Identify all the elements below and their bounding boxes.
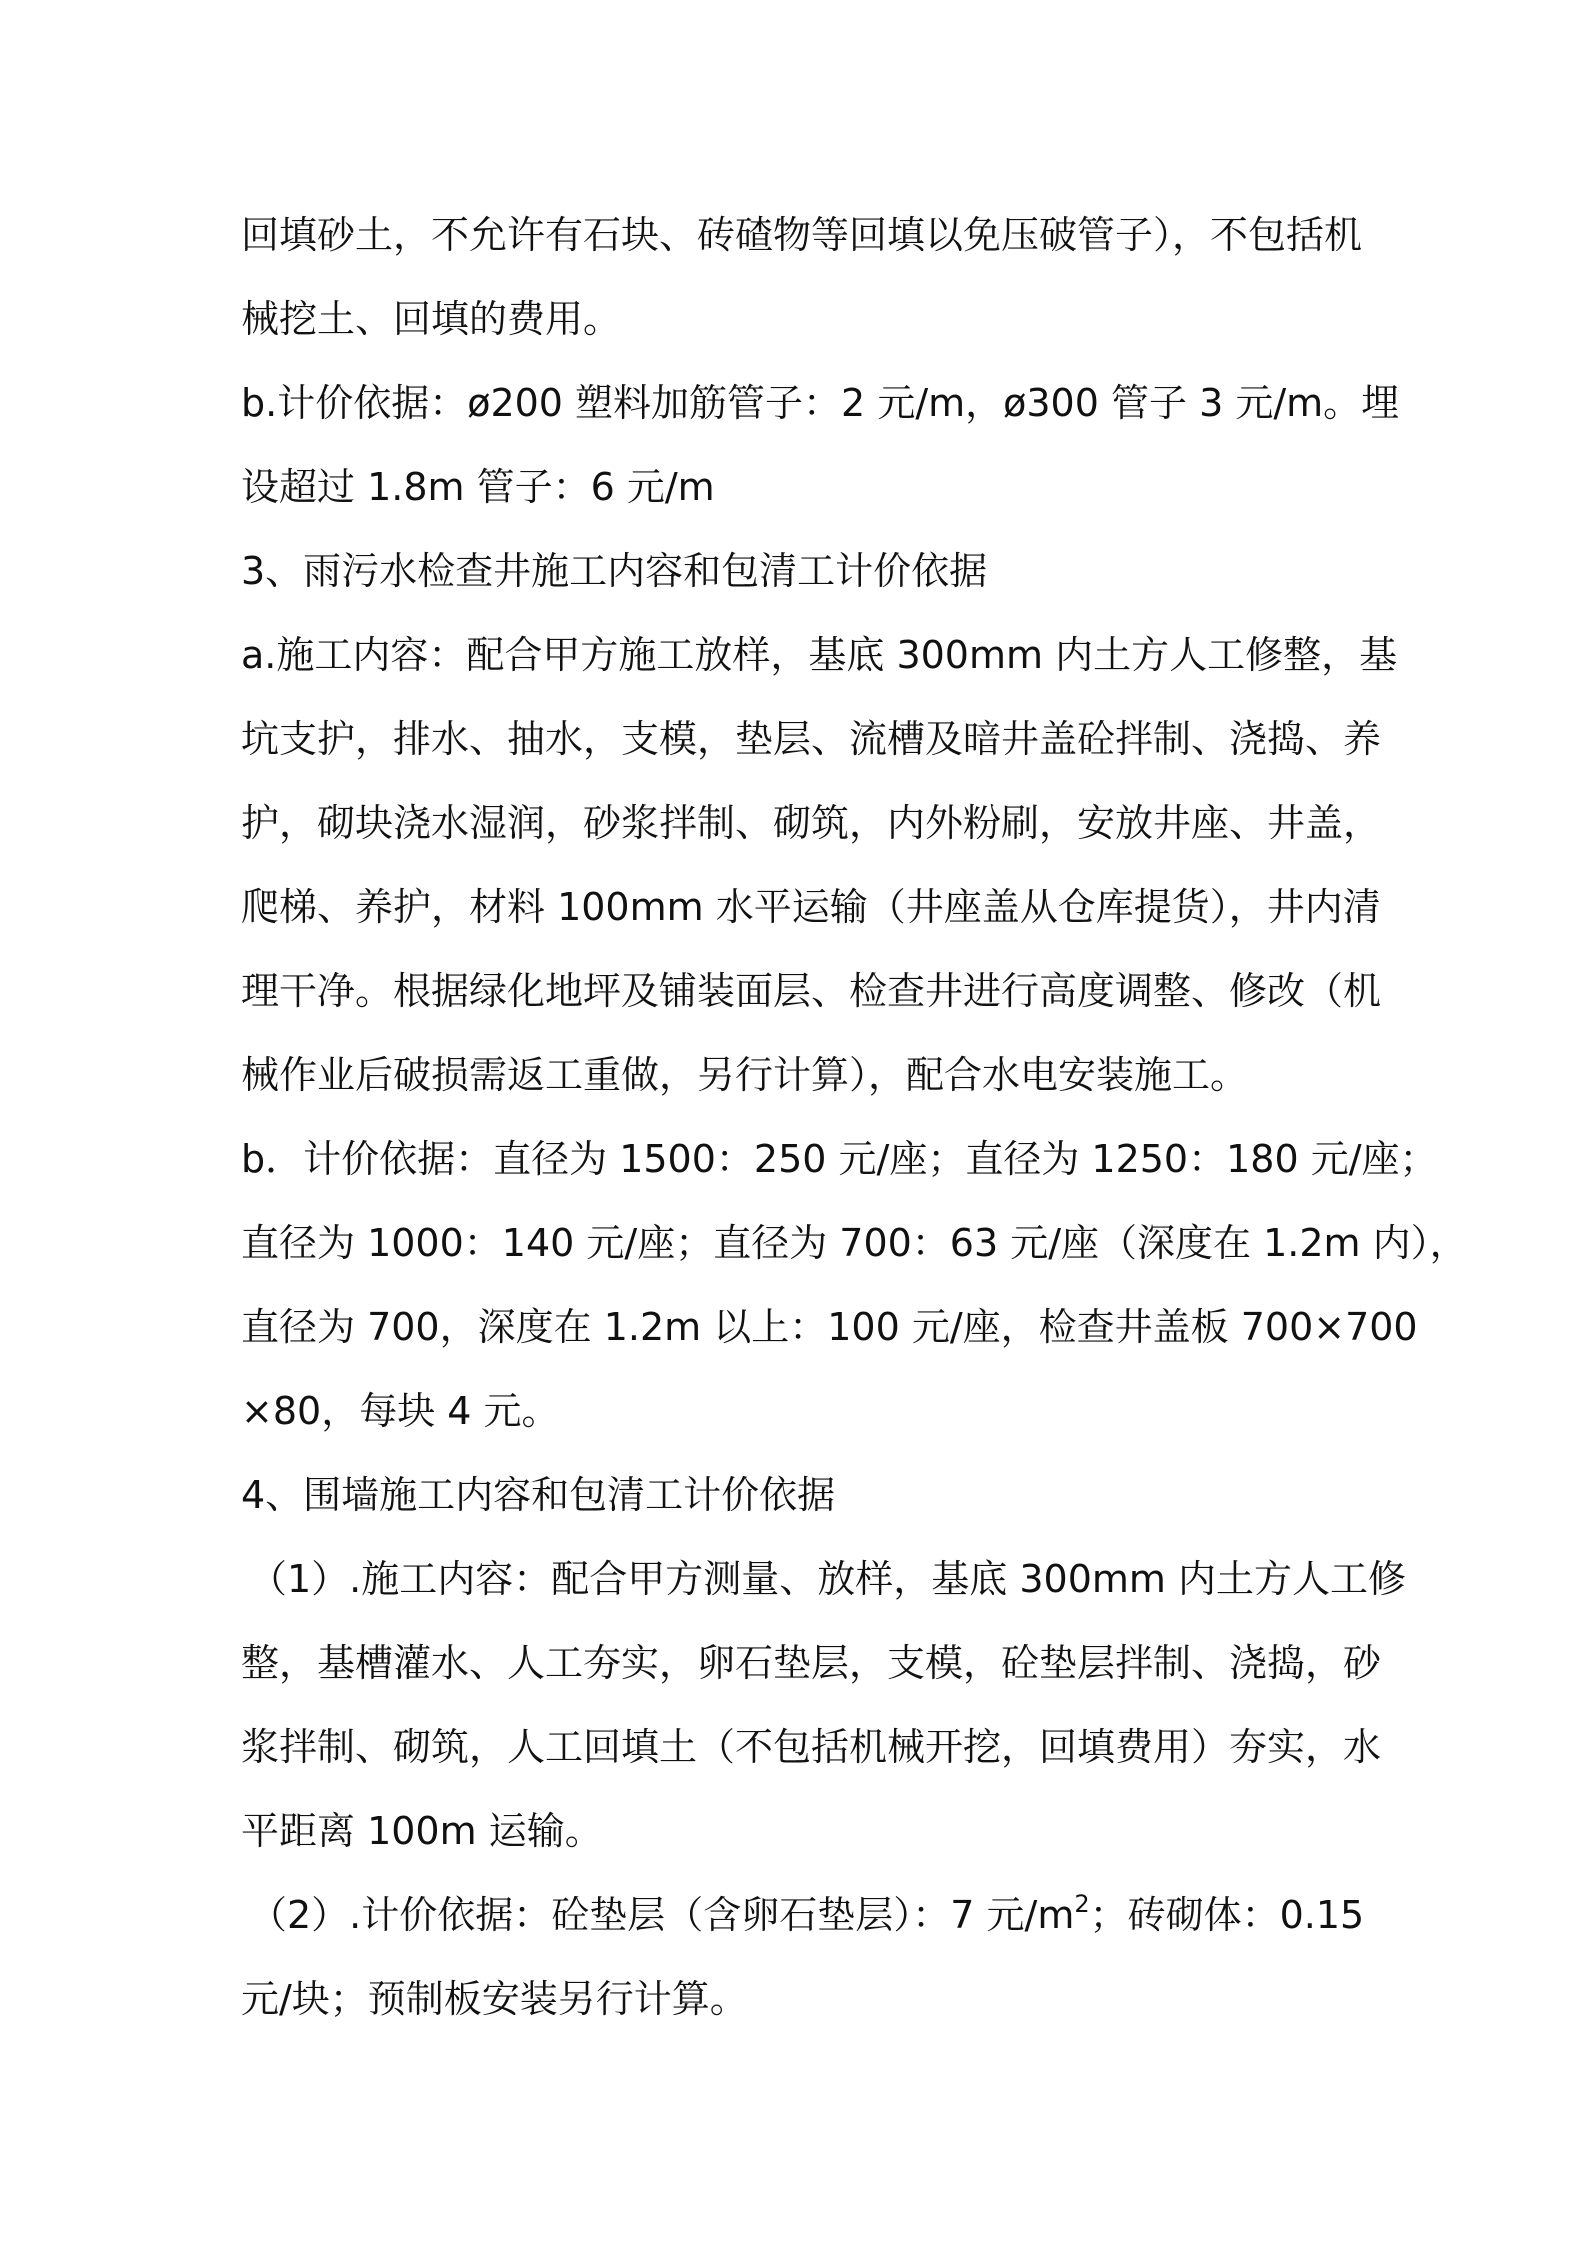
document-body	[241, 193, 1468, 2041]
text-line: 爬梯、养护，材料 100mm 水平运输（井座盖从仓库提货），井内清	[241, 885, 1381, 929]
text-line: ×80，每块 4 元。	[241, 1389, 560, 1433]
text-line: 浆拌制、砌筑，人工回填土（不包括机械开挖，回填费用）夯实，水	[241, 1725, 1382, 1769]
text-line: 整，基槽灌水、人工夯实，卵石垫层，支模，砼垫层拌制、浇捣，砂	[241, 1641, 1382, 1685]
text-line: b．计价依据：直径为 1500：250 元/座；直径为 1250：180 元/座；	[241, 1137, 1438, 1181]
text-line: 元/块；预制板安装另行计算。	[241, 1977, 748, 2021]
text-line: 理干净。根据绿化地坪及铺装面层、检查井进行高度调整、修改（机	[241, 969, 1382, 1013]
text-line: b.计价依据：ø200 塑料加筋管子：2 元/m，ø300 管子 3 元/m。埋	[241, 381, 1400, 425]
text-segment: （2）.计价依据：砼垫层（含卵石垫层）：7 元/m	[249, 1893, 1075, 1937]
text-segment: ；砖砌体：0.15	[1089, 1893, 1365, 1937]
text-line-with-superscript	[241, 1873, 1365, 1957]
section-heading: 4、围墙施工内容和包清工计价依据	[241, 1473, 836, 1517]
text-line: a.施工内容：配合甲方施工放样，基底 300mm 内土方人工修整，基	[241, 633, 1398, 677]
text-line: 回填砂土，不允许有石块、砖碴物等回填以免压破管子），不包括机	[241, 213, 1363, 257]
text-line: 护，砌块浇水湿润，砂浆拌制、砌筑，内外粉刷，安放井座、井盖，	[241, 801, 1382, 845]
text-line: 直径为 700，深度在 1.2m 以上：100 元/座，检查井盖板 700×700	[241, 1305, 1418, 1349]
text-line: 平距离 100m 运输。	[241, 1809, 603, 1853]
text-line: 直径为 1000：140 元/座；直径为 700：63 元/座（深度在 1.2m 内），	[241, 1221, 1468, 1265]
text-line: 设超过 1.8m 管子：6 元/m	[241, 465, 715, 509]
text-line: 械作业后破损需返工重做，另行计算），配合水电安装施工。	[241, 1053, 1249, 1097]
text-line: （1）.施工内容：配合甲方测量、放样，基底 300mm 内土方人工修	[249, 1557, 1406, 1601]
section-heading: 3、雨污水检查井施工内容和包清工计价依据	[241, 549, 988, 593]
superscript-two: 2	[1074, 1890, 1090, 1918]
text-line: 械挖土、回填的费用。	[241, 297, 622, 341]
text-line: 坑支护，排水、抽水，支模，垫层、流槽及暗井盖砼拌制、浇捣、养	[241, 717, 1382, 761]
